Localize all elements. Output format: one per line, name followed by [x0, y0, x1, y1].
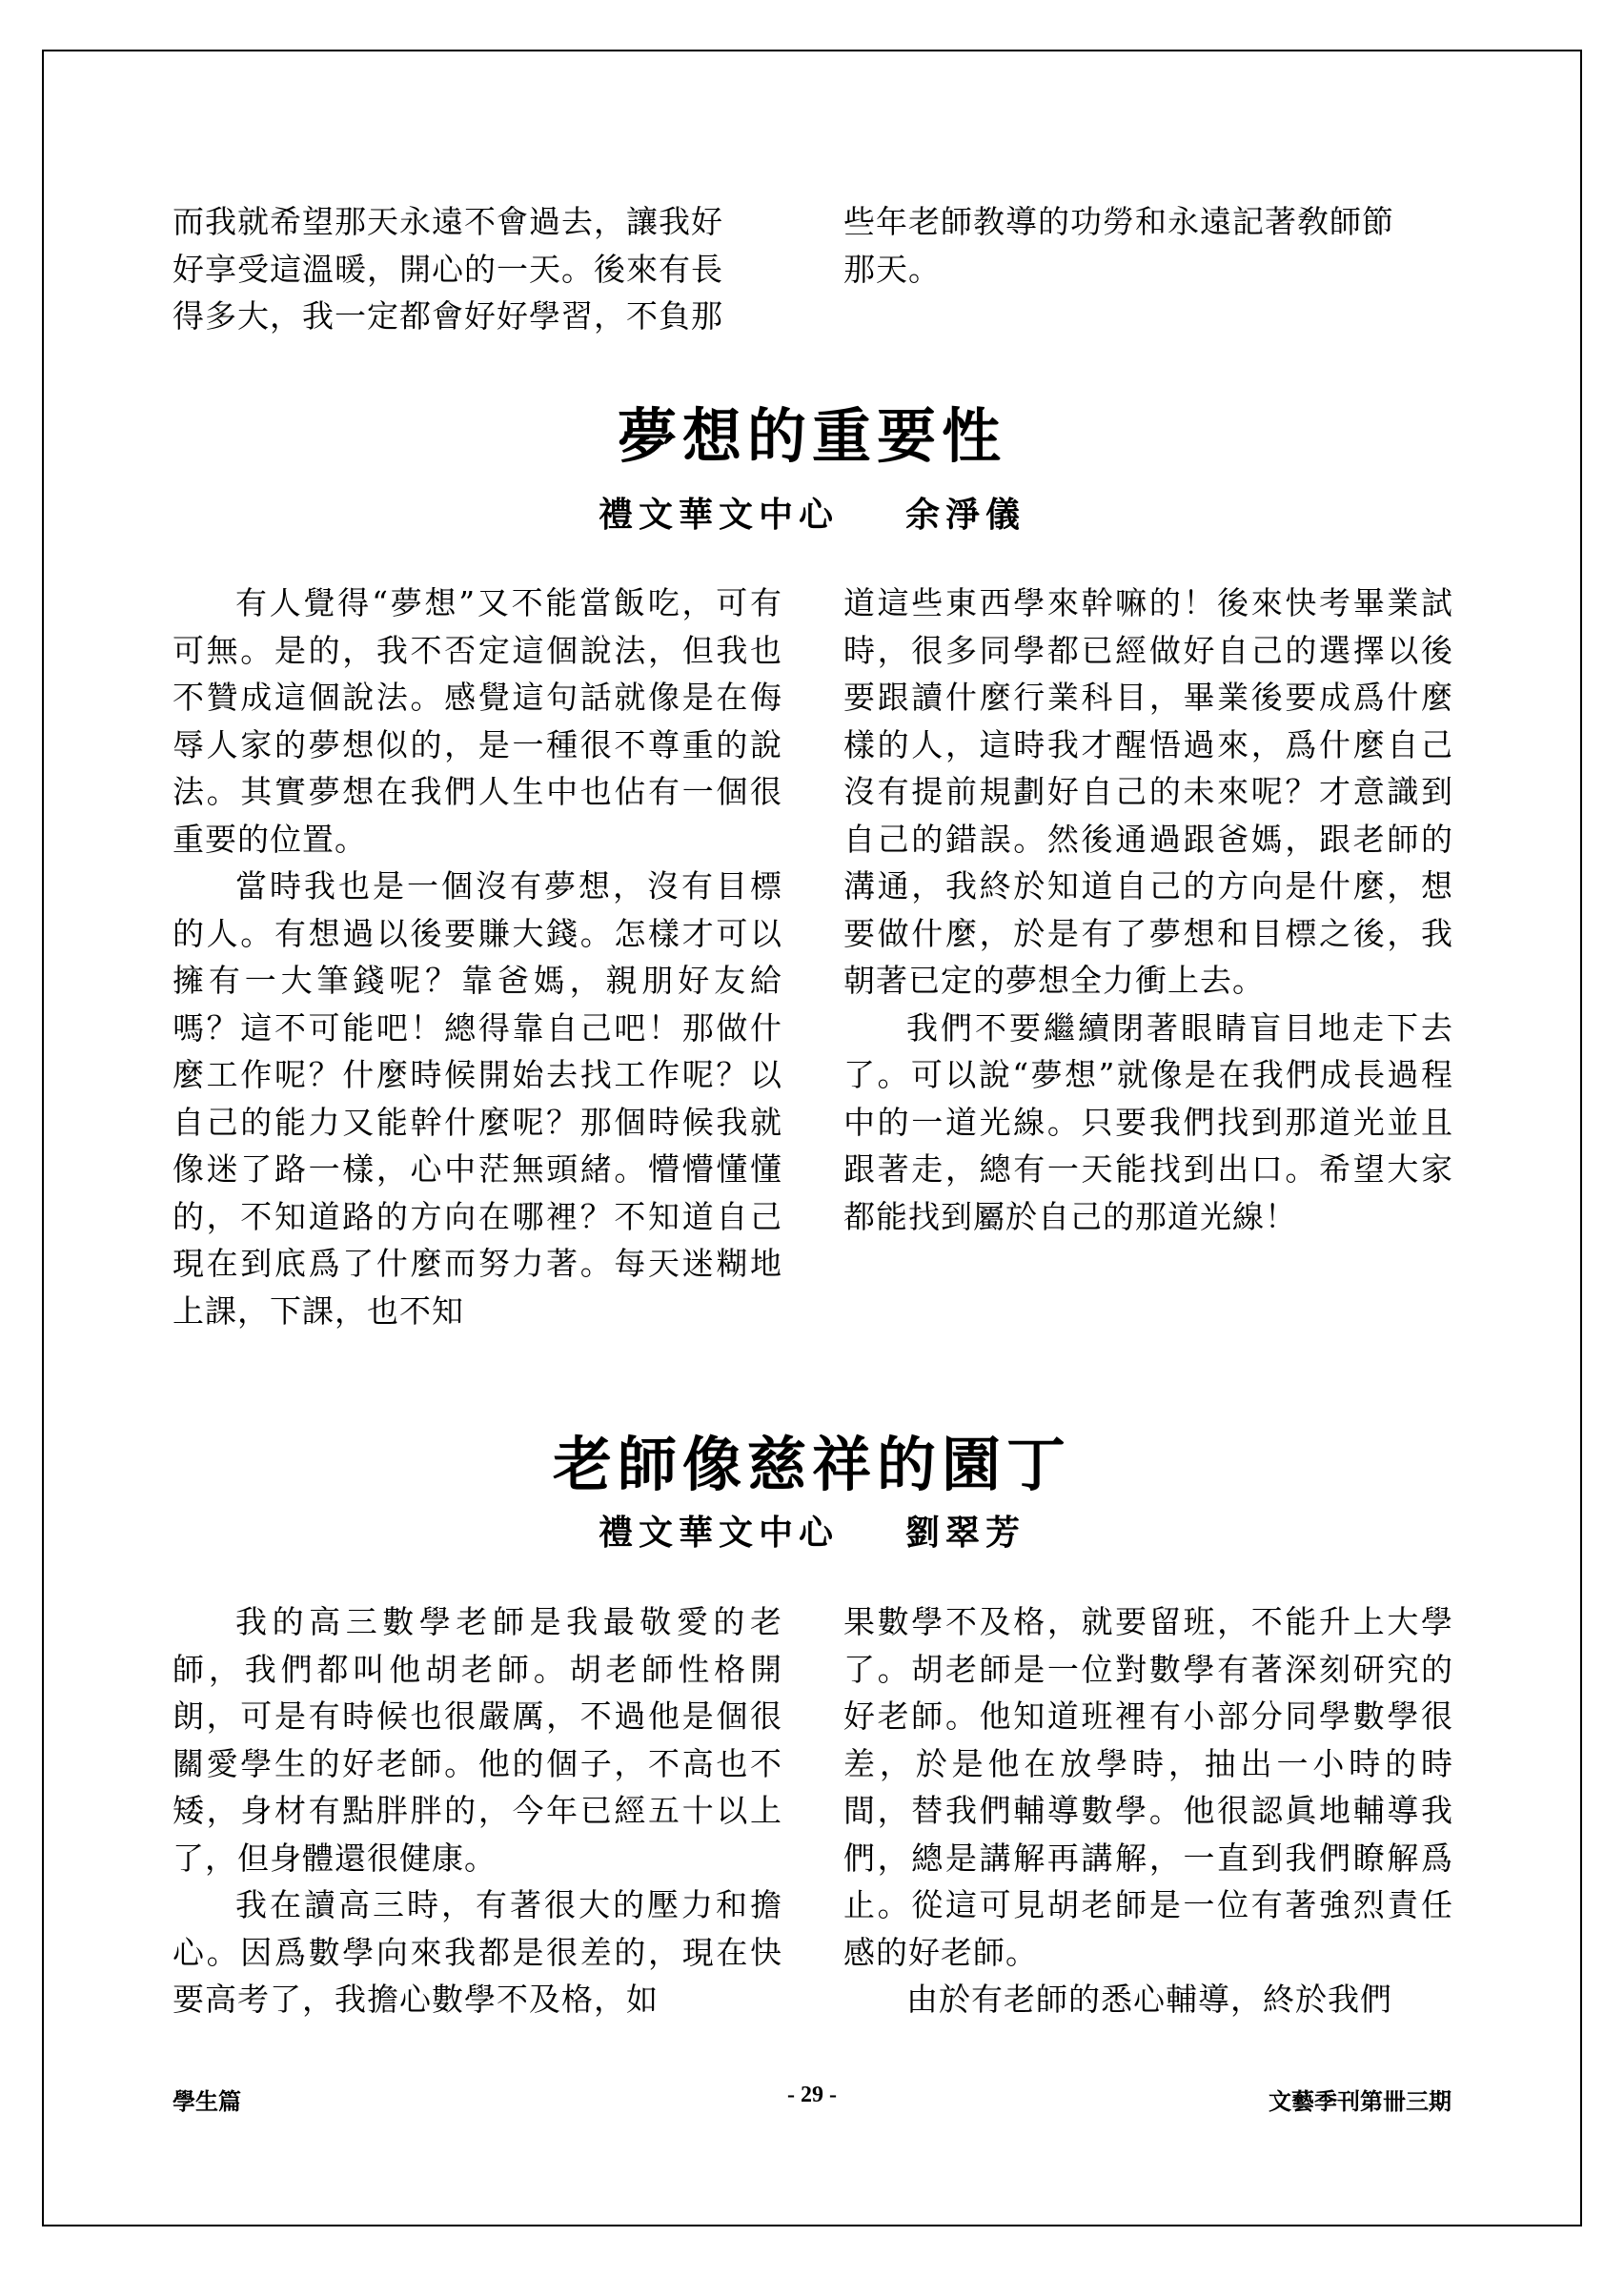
article1-paragraph: 當時我也是一個沒有夢想，沒有目標的人。有想過以後要賺大錢。怎樣才可以擁有一大筆錢呢？靠爸媽，親朋好友給嗎？這不可能吧！總得靠自己吧！那做什麼工作呢？什麼時候開始去找工作呢？以自己的能力又能幹什麼呢？那個時候我就像迷了路一樣，心中茫無頭緒。懵懵懂懂的，不知道路的方向在哪裡？不知道自己現在到底爲了什麼而努力著。每天迷糊地上課，下課，也不知 — [173, 867, 782, 1330]
article2-school: 禮文華文中心 — [598, 1513, 839, 1553]
article2-paragraph: 我在讀高三時，有著很大的壓力和擔心。因爲數學向來我都是很差的，現在快要高考了，我擔心數學不及格，如 — [173, 1886, 782, 2018]
article1-byline — [0, 488, 1624, 537]
continued-article-right-column — [843, 198, 1453, 293]
article2-right-column — [843, 1598, 1453, 2023]
article2-paragraph: 我的高三數學老師是我最敬愛的老師，我們都叫他胡老師。胡老師性格開朗，可是有時候也很嚴厲，不過他是個很關愛學生的好老師。他的個子，不高也不矮，身材有點胖胖的，今年已經五十以上了，但身體還很健康。 — [173, 1603, 782, 1877]
article1-paragraph: 有人覺得“夢想”又不能當飯吃，可有可無。是的，我不否定這個說法，但我也不贊成這個說法。感覺這句話就像是在侮辱人家的夢想似的，是一種很不尊重的說法。其實夢想在我們人生中也佔有一個很重要的位置。 — [173, 584, 782, 858]
continued-line: 好享受這溫暖，開心的一天。後來有長 — [173, 250, 723, 288]
continued-line: 那天。 — [843, 250, 941, 288]
article2-byline — [0, 1506, 1624, 1555]
continued-line: 些年老師教導的功勞和永遠記著敎師節 — [843, 203, 1394, 240]
article1-title: 夢想的重要性 — [617, 401, 1006, 471]
article1-author: 余淨儀 — [905, 495, 1026, 535]
article2-left-column — [173, 1598, 782, 2023]
page-number: - 29 - — [787, 2083, 837, 2107]
article1-paragraph: 道這些東西學來幹嘛的！後來快考畢業試時，很多同學都已經做好自己的選擇以後要跟讀什麼行業科目，畢業後要成爲什麼樣的人，這時我才醒悟過來，爲什麼自己沒有提前規劃好自己的未來呢？才意識到自己的錯誤。然後通過跟爸媽，跟老師的溝通，我終於知道自己的方向是什麼，想要做什麼，於是有了夢想和目標之後，我朝著已定的夢想全力衝上去。 — [843, 584, 1453, 999]
article2-title: 老師像慈祥的園丁 — [552, 1430, 1071, 1499]
article1-school: 禮文華文中心 — [598, 495, 839, 535]
footer-section: 學生篇 — [173, 2089, 241, 2115]
continued-line: 得多大，我一定都會好好學習，不負那 — [173, 297, 723, 335]
article2-paragraph: 由於有老師的悉心輔導，終於我們 — [906, 1981, 1392, 2018]
article1-left-column — [173, 579, 782, 1334]
article1-right-column — [843, 579, 1453, 1240]
footer-publication: 文藝季刊第卌三期 — [1269, 2089, 1451, 2115]
article1-paragraph: 我們不要繼續閉著眼睛盲目地走下去了。可以說“夢想”就像是在我們成長過程中的一道光線。只要我們找到那道光並且跟著走，總有一天能找到出口。希望大家都能找到屬於自己的那道光線！ — [843, 1008, 1453, 1235]
article2-paragraph: 果數學不及格，就要留班，不能升上大學了。胡老師是一位對數學有著深刻研究的好老師。他知道班裡有小部分同學數學很差，於是他在放學時，抽出一小時的時間，替我們輔導數學。他很認眞地輔導我們，總是講解再講解，一直到我們瞭解爲止。從這可見胡老師是一位有著強烈責任感的好老師。 — [843, 1603, 1453, 1971]
continued-article-left-column — [173, 198, 782, 340]
article2-author: 劉翠芳 — [905, 1513, 1026, 1553]
continued-line: 而我就希望那天永遠不會過去，讓我好 — [173, 203, 723, 240]
